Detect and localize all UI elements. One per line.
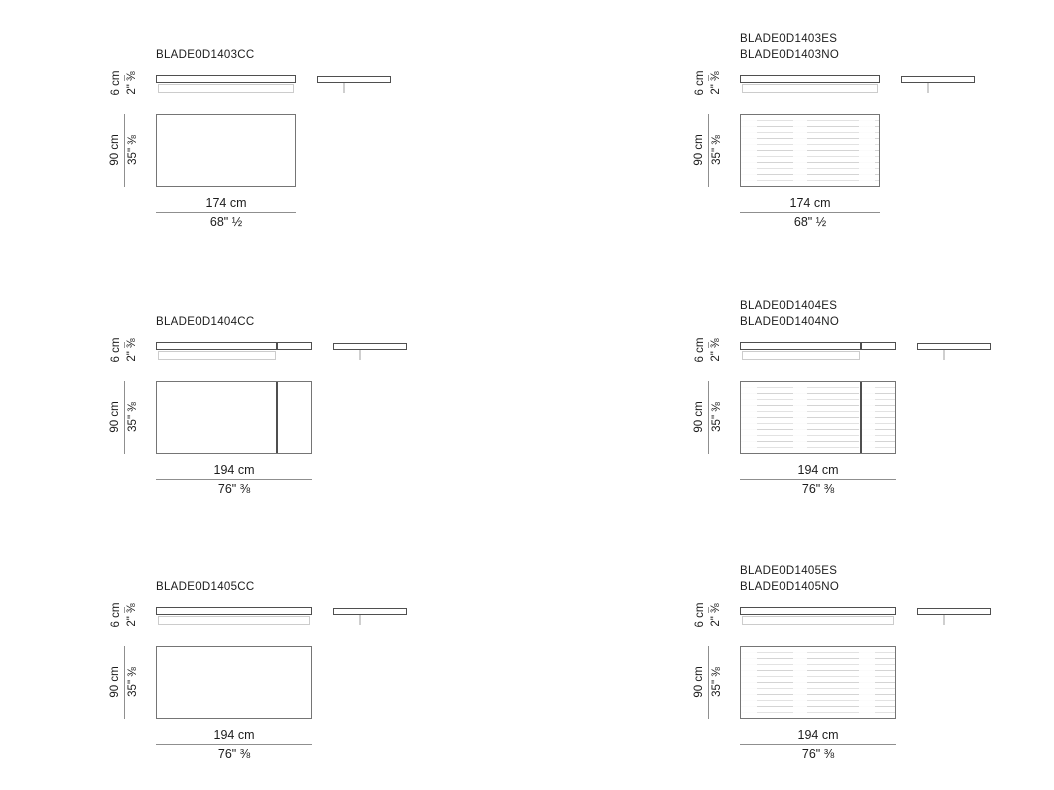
width-dimension-line — [740, 212, 880, 213]
end-view-drawing — [917, 608, 991, 626]
pedestal-leg-line — [943, 615, 945, 625]
depth-dimension-line — [708, 646, 709, 719]
pedestal-leg-line — [359, 615, 361, 625]
side-view-drawing — [740, 342, 896, 360]
table-frame-edge — [742, 84, 878, 93]
width-cm-label: 194 cm — [797, 728, 839, 742]
product-code: BLADE0D1403ES — [740, 33, 838, 45]
thickness-dimension — [90, 602, 150, 628]
top-view-drawing-with-extension-leaf — [156, 381, 312, 454]
width-inches-label: 68" ½ — [209, 215, 243, 229]
depth-inches-label: 35" ⅜ — [711, 135, 723, 165]
product-codes — [740, 32, 839, 63]
thickness-dimension-line — [124, 75, 125, 81]
depth-dimension-line — [124, 381, 125, 454]
spec-panel-1403cc — [90, 30, 412, 236]
depth-dimension-line — [124, 646, 125, 719]
width-cm-label: 194 cm — [213, 728, 255, 742]
depth-dimension — [90, 381, 150, 454]
depth-inches-label: 35" ⅜ — [127, 402, 139, 432]
table-frame-edge — [742, 351, 860, 360]
spec-panel-1404es-no — [674, 297, 996, 503]
tabletop-end — [317, 76, 391, 83]
depth-dimension — [90, 114, 150, 187]
end-view-drawing — [901, 76, 975, 94]
side-view-drawing — [156, 607, 312, 625]
width-dimension-line — [156, 479, 312, 480]
tabletop-end — [917, 343, 991, 350]
product-code: BLADE0D1403NO — [740, 49, 840, 61]
thickness-dimension-line — [708, 607, 709, 613]
thickness-cm-label: 6 cm — [110, 337, 122, 363]
width-inches-label: 68" ½ — [793, 215, 827, 229]
thickness-inches-label: 2" ⅜ — [710, 603, 722, 627]
thickness-dimension-line — [124, 607, 125, 613]
thickness-dimension-line — [124, 342, 125, 348]
table-frame-edge — [158, 351, 276, 360]
thickness-dimension — [674, 602, 734, 628]
depth-inches-label: 35" ⅜ — [711, 402, 723, 432]
depth-inches-label: 35" ⅜ — [127, 667, 139, 697]
thickness-dimension-line — [708, 75, 709, 81]
product-codes — [156, 32, 255, 63]
product-code: BLADE0D1404ES — [740, 300, 838, 312]
end-view-drawing — [333, 343, 407, 361]
depth-cm-label: 90 cm — [693, 401, 705, 433]
thickness-cm-label: 6 cm — [110, 602, 122, 628]
product-codes — [156, 564, 255, 595]
table-frame-edge — [742, 616, 894, 625]
thickness-cm-label: 6 cm — [694, 337, 706, 363]
depth-dimension — [90, 646, 150, 719]
width-inches-label: 76" ⅜ — [801, 747, 835, 761]
tabletop-edge — [156, 342, 312, 350]
depth-dimension — [674, 381, 734, 454]
end-view-drawing — [317, 76, 391, 94]
tabletop-end — [917, 608, 991, 615]
tabletop-edge — [740, 75, 880, 83]
side-view-drawing — [156, 75, 296, 93]
thickness-dimension — [674, 337, 734, 363]
top-view-drawing — [156, 646, 312, 719]
width-dimension-line — [156, 744, 312, 745]
product-codes — [740, 299, 839, 330]
width-inches-label: 76" ⅜ — [217, 482, 251, 496]
depth-cm-label: 90 cm — [109, 401, 121, 433]
top-view-drawing-wood-finish-extension-leaf — [740, 381, 896, 454]
product-code: BLADE0D1404CC — [156, 316, 255, 328]
product-code: BLADE0D1405CC — [156, 581, 255, 593]
depth-inches-label: 35" ⅜ — [127, 135, 139, 165]
thickness-inches-label: 2" ⅜ — [710, 338, 722, 362]
depth-cm-label: 90 cm — [109, 134, 121, 166]
width-dimension-line — [740, 479, 896, 480]
spec-panel-1403es-no — [674, 30, 996, 236]
side-view-drawing — [156, 342, 312, 360]
pedestal-leg-line — [927, 83, 929, 93]
thickness-cm-label: 6 cm — [694, 70, 706, 96]
depth-cm-label: 90 cm — [693, 666, 705, 698]
thickness-inches-label: 2" ⅜ — [710, 71, 722, 95]
width-cm-label: 194 cm — [797, 463, 839, 477]
product-code: BLADE0D1405NO — [740, 581, 840, 593]
top-view-drawing — [156, 114, 296, 187]
tabletop-edge — [156, 607, 312, 615]
depth-dimension — [674, 114, 734, 187]
tabletop-edge — [156, 75, 296, 83]
width-dimension-line — [740, 744, 896, 745]
product-code: BLADE0D1405ES — [740, 565, 838, 577]
table-frame-edge — [158, 84, 294, 93]
pedestal-leg-line — [359, 350, 361, 360]
spec-panel-1405cc — [90, 562, 412, 768]
thickness-cm-label: 6 cm — [110, 70, 122, 96]
thickness-inches-label: 2" ⅜ — [126, 71, 138, 95]
thickness-cm-label: 6 cm — [694, 602, 706, 628]
width-cm-label: 174 cm — [205, 196, 247, 210]
depth-dimension-line — [708, 114, 709, 187]
side-view-drawing — [740, 75, 880, 93]
thickness-dimension — [90, 337, 150, 363]
tabletop-edge — [740, 607, 896, 615]
tabletop-end — [333, 343, 407, 350]
product-code: BLADE0D1404NO — [740, 316, 840, 328]
top-view-drawing-wood-finish — [740, 114, 880, 187]
width-inches-label: 76" ⅜ — [801, 482, 835, 496]
width-inches-label: 76" ⅜ — [217, 747, 251, 761]
pedestal-leg-line — [943, 350, 945, 360]
width-cm-label: 194 cm — [213, 463, 255, 477]
depth-cm-label: 90 cm — [109, 666, 121, 698]
depth-dimension-line — [124, 114, 125, 187]
end-view-drawing — [333, 608, 407, 626]
table-frame-edge — [158, 616, 310, 625]
spec-panel-1404cc — [90, 297, 412, 503]
depth-dimension-line — [708, 381, 709, 454]
tabletop-end — [901, 76, 975, 83]
width-dimension-line — [156, 212, 296, 213]
top-view-drawing-wood-finish — [740, 646, 896, 719]
side-view-drawing — [740, 607, 896, 625]
end-view-drawing — [917, 343, 991, 361]
thickness-inches-label: 2" ⅜ — [126, 338, 138, 362]
tabletop-edge — [740, 342, 896, 350]
depth-inches-label: 35" ⅜ — [711, 667, 723, 697]
product-codes — [740, 564, 839, 595]
tabletop-end — [333, 608, 407, 615]
spec-panel-1405es-no — [674, 562, 996, 768]
thickness-dimension — [674, 70, 734, 96]
thickness-dimension — [90, 70, 150, 96]
depth-dimension — [674, 646, 734, 719]
product-codes — [156, 299, 255, 330]
thickness-dimension-line — [708, 342, 709, 348]
width-cm-label: 174 cm — [789, 196, 831, 210]
pedestal-leg-line — [343, 83, 345, 93]
product-code: BLADE0D1403CC — [156, 49, 255, 61]
thickness-inches-label: 2" ⅜ — [126, 603, 138, 627]
depth-cm-label: 90 cm — [693, 134, 705, 166]
